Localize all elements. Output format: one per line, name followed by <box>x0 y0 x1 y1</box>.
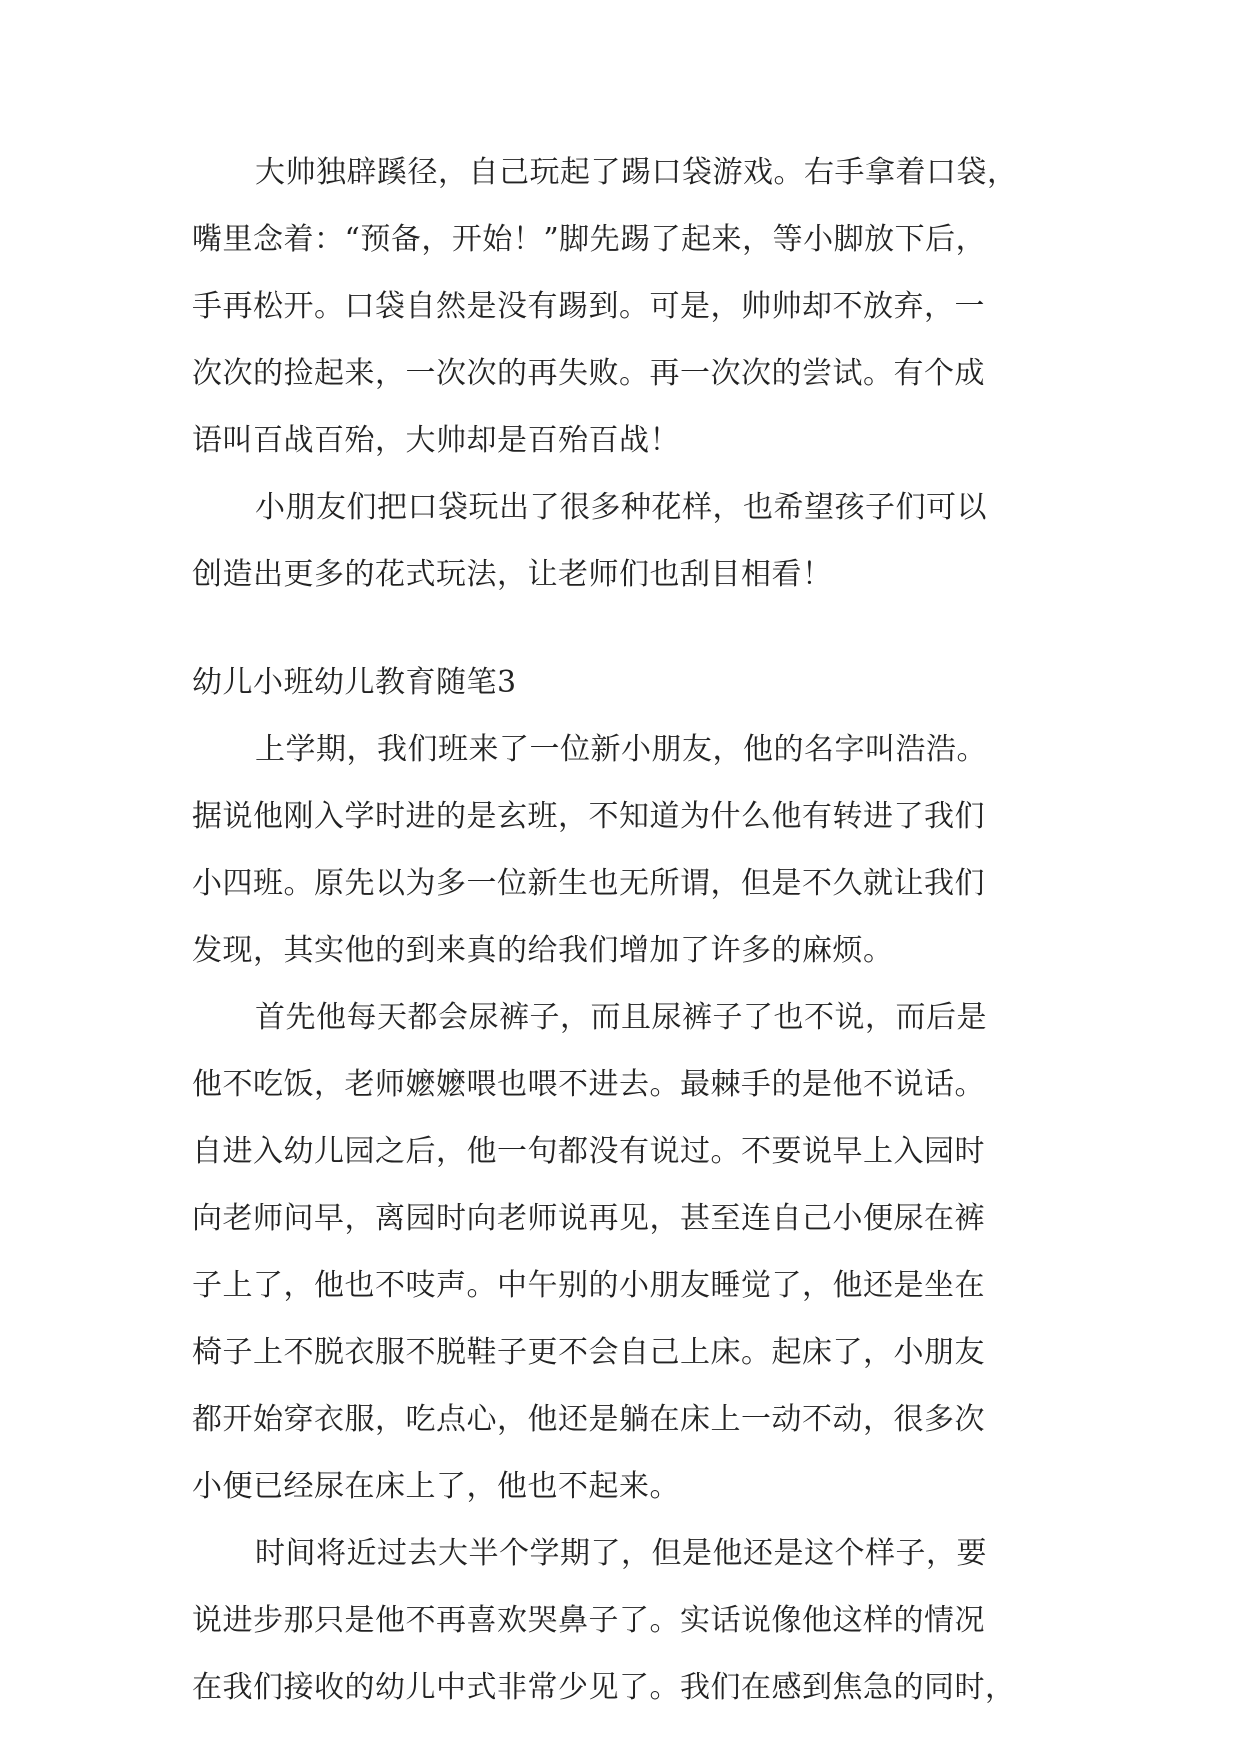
text-line: 小便已经尿在床上了，他也不起来。 <box>192 1469 680 1504</box>
text-line: 都开始穿衣服，吃点心，他还是躺在床上一动不动，很多次 <box>192 1402 985 1437</box>
text-line: 据说他刚入学时进的是玄班，不知道为什么他有转进了我们 <box>192 799 985 834</box>
paragraph <box>192 155 1062 458</box>
text-line: 在我们接收的幼儿中式非常少见了。我们在感到焦急的同时， <box>192 1670 1016 1705</box>
text-line: 自进入幼儿园之后，他一句都没有说过。不要说早上入园时 <box>192 1134 985 1169</box>
text-line: 椅子上不脱衣服不脱鞋子更不会自己上床。起床了，小朋友 <box>192 1335 985 1370</box>
text-line: 小朋友们把口袋玩出了很多种花样，也希望孩子们可以 <box>255 490 987 525</box>
text-line: 创造出更多的花式玩法，让老师们也刮目相看！ <box>192 557 833 592</box>
text-line: 向老师问早，离园时向老师说再见，甚至连自己小便尿在裤 <box>192 1201 985 1236</box>
section-heading: 幼儿小班幼儿教育随笔3 <box>192 665 517 700</box>
text-line: 子上了，他也不吱声。中午别的小朋友睡觉了，他还是坐在 <box>192 1268 985 1303</box>
text-line: 时间将近过去大半个学期了，但是他还是这个样子，要 <box>255 1536 987 1571</box>
text-line: 手再松开。口袋自然是没有踢到。可是，帅帅却不放弃，一 <box>192 289 985 324</box>
text-line: 嘴里念着：“预备，开始！”脚先踢了起来，等小脚放下后， <box>192 222 987 257</box>
text-line: 他不吃饭，老师嬷嬷喂也喂不进去。最棘手的是他不说话。 <box>192 1067 985 1102</box>
text-line: 小四班。原先以为多一位新生也无所谓，但是不久就让我们 <box>192 866 985 901</box>
paragraph <box>192 490 1062 592</box>
paragraph <box>192 1000 1062 1504</box>
text-line: 大帅独辟蹊径，自己玩起了踢口袋游戏。右手拿着口袋， <box>255 155 1018 190</box>
paragraph <box>192 732 1062 968</box>
paragraph <box>192 1536 1062 1705</box>
text-line: 首先他每天都会尿裤子，而且尿裤子了也不说，而后是 <box>255 1000 987 1035</box>
text-line: 发现，其实他的到来真的给我们增加了许多的麻烦。 <box>192 933 894 968</box>
text-line: 说进步那只是他不再喜欢哭鼻子了。实话说像他这样的情况 <box>192 1603 985 1638</box>
text-line: 语叫百战百殆，大帅却是百殆百战！ <box>192 423 680 458</box>
section-spacer <box>192 627 1062 668</box>
document-body <box>192 155 1062 1740</box>
text-line: 上学期，我们班来了一位新小朋友，他的名字叫浩浩。 <box>255 732 987 767</box>
text-line: 次次的捡起来，一次次的再失败。再一次次的尝试。有个成 <box>192 356 985 391</box>
